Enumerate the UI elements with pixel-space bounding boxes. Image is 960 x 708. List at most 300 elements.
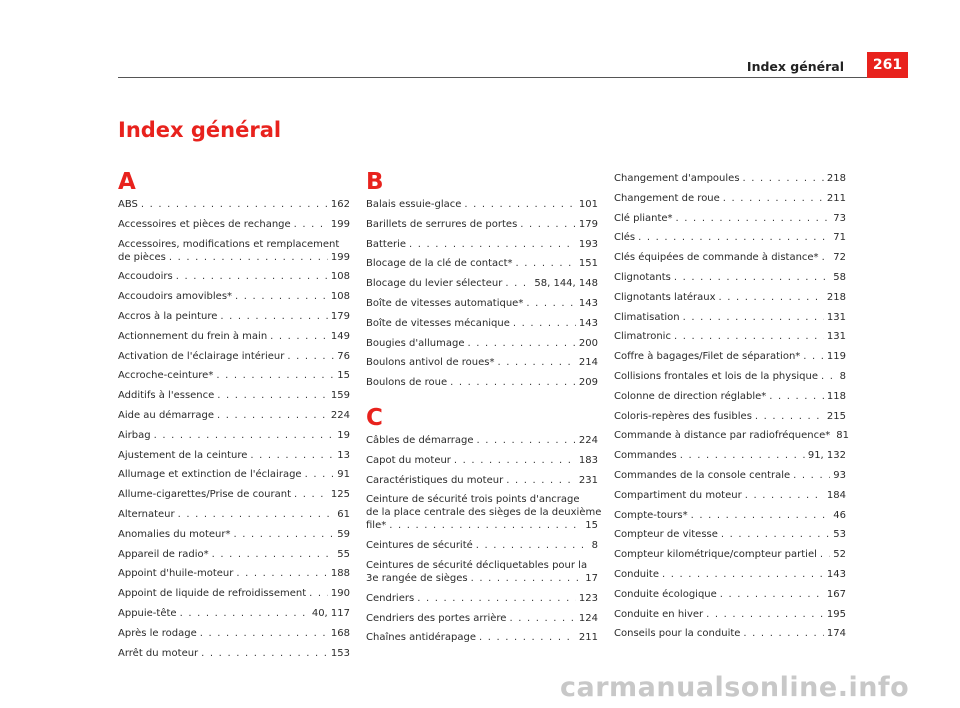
entry-term: Climatronic [614, 331, 671, 343]
index-entry[interactable] [118, 468, 350, 481]
entry-term: Clignotants [614, 271, 671, 283]
index-entry[interactable] [614, 429, 849, 442]
index-entry[interactable] [614, 509, 846, 522]
entry-term: Allumage et extinction de l'éclairage [118, 469, 302, 481]
entry-term: Accessoires, modifications et remplacement [118, 238, 340, 250]
entry-page-reference[interactable]: 151 [578, 258, 598, 270]
index-entry[interactable] [366, 277, 598, 290]
index-entry[interactable] [614, 390, 846, 403]
index-column-2 [366, 168, 602, 651]
dot-leader [674, 271, 830, 284]
section-letter-c: C [366, 404, 383, 431]
index-entry[interactable] [118, 607, 350, 620]
dot-leader [745, 489, 824, 502]
index-entry[interactable] [118, 449, 350, 462]
dot-leader [755, 410, 824, 423]
entry-page-reference[interactable]: 13 [337, 449, 350, 461]
entry-term: Ceintures de sécurité décliquetables pour la [366, 559, 588, 571]
entry-term: de pièces [118, 251, 166, 263]
entry-page-reference[interactable]: 188 [330, 568, 350, 580]
entry-page-reference[interactable]: 184 [826, 489, 846, 501]
entry-line [366, 454, 598, 467]
entry-line [614, 192, 846, 205]
dot-leader [294, 218, 328, 231]
entry-term: Accessoires et pièces de rechange [118, 218, 291, 230]
entry-page-reference[interactable]: 58, 144, 148 [534, 278, 598, 290]
entry-term: Conduite [614, 568, 659, 580]
dot-leader [169, 251, 328, 264]
section-a-entries [118, 198, 350, 660]
index-entry[interactable] [118, 330, 350, 343]
dot-leader [821, 370, 837, 383]
dot-leader [803, 350, 824, 363]
entry-line [118, 488, 350, 501]
entry-page-reference[interactable]: 195 [826, 608, 846, 620]
entry-term: Batterie [366, 238, 407, 250]
entry-page-reference[interactable]: 15 [337, 370, 350, 382]
entry-line [614, 429, 849, 442]
dot-leader [216, 369, 334, 382]
index-entry[interactable] [366, 297, 598, 310]
entry-line [118, 218, 350, 231]
dot-leader [450, 376, 576, 389]
index-entry[interactable] [614, 627, 846, 640]
entry-term: Boîte de vitesses automatique* [366, 297, 524, 309]
index-entry[interactable] [614, 568, 846, 581]
index-entry[interactable] [614, 588, 846, 601]
entry-page-reference[interactable]: 108 [330, 291, 350, 303]
entry-page-reference[interactable]: 167 [826, 588, 846, 600]
entry-line [366, 277, 598, 290]
entry-line [614, 212, 846, 225]
entry-page-reference[interactable]: 73 [833, 212, 846, 224]
index-entry[interactable] [118, 647, 350, 660]
index-entry[interactable] [366, 434, 598, 447]
entry-line [118, 330, 350, 343]
dot-leader [719, 291, 824, 304]
entry-page-reference[interactable]: 72 [833, 252, 846, 264]
dot-leader [820, 548, 830, 561]
entry-term: Collisions frontales et lois de la physique [614, 370, 819, 382]
entry-page-reference[interactable]: 55 [337, 548, 350, 560]
entry-term: Changement de roue [614, 192, 720, 204]
entry-line-continued [366, 493, 598, 506]
entry-page-reference[interactable]: 149 [330, 330, 350, 342]
index-entry[interactable] [614, 449, 846, 462]
entry-line [614, 370, 846, 383]
entry-page-reference[interactable]: 76 [337, 350, 350, 362]
dot-leader [526, 297, 576, 310]
entry-page-reference[interactable]: 183 [578, 454, 598, 466]
entry-term: Accros à la peinture [118, 310, 218, 322]
index-entry[interactable] [118, 429, 350, 442]
entry-line [118, 528, 350, 541]
entry-term: Boulons antivol de roues* [366, 357, 495, 369]
entry-line [118, 350, 350, 363]
dot-leader [217, 409, 328, 422]
dot-leader [513, 317, 576, 330]
index-entry[interactable] [366, 454, 598, 467]
entry-term: Blocage du levier sélecteur [366, 278, 503, 290]
page-number-tab: 261 [867, 52, 908, 78]
index-entry[interactable] [366, 474, 598, 487]
entry-page-reference[interactable]: 17 [585, 572, 598, 584]
index-column-3 [614, 172, 849, 647]
entry-line [118, 647, 350, 660]
entry-line [118, 468, 350, 481]
entry-page-reference[interactable]: 15 [585, 520, 598, 532]
entry-line [118, 429, 350, 442]
entry-page-reference[interactable]: 211 [578, 632, 598, 644]
index-entry[interactable] [614, 172, 846, 185]
dot-leader [793, 469, 830, 482]
dot-leader [200, 627, 328, 640]
dot-leader [176, 270, 328, 283]
entry-page-reference[interactable]: 159 [330, 390, 350, 402]
entry-line [366, 218, 598, 231]
page-title: Index général [118, 118, 282, 142]
entry-page-reference[interactable]: 53 [833, 529, 846, 541]
entry-line [366, 257, 598, 270]
entry-page-reference[interactable]: 93 [833, 469, 846, 481]
entry-line [614, 172, 846, 185]
entry-line [366, 198, 598, 211]
entry-page-reference[interactable]: 214 [578, 357, 598, 369]
index-entry[interactable] [118, 198, 350, 211]
index-entry[interactable] [614, 192, 846, 205]
index-entry[interactable] [614, 350, 846, 363]
index-entry[interactable] [366, 539, 598, 552]
entry-term: ABS [118, 199, 138, 210]
dot-leader [743, 172, 824, 185]
entry-line [118, 508, 350, 521]
index-entry[interactable] [118, 488, 350, 501]
dot-leader [479, 631, 576, 644]
index-entry[interactable] [614, 231, 846, 244]
entry-page-reference[interactable]: 179 [578, 218, 598, 230]
entry-term: Boulons de roue [366, 377, 448, 389]
entry-term: Barillets de serrures de portes [366, 218, 518, 230]
entry-line [614, 330, 846, 343]
entry-page-reference[interactable]: 91, 132 [807, 450, 846, 462]
entry-page-reference[interactable]: 19 [337, 429, 350, 441]
entry-page-reference[interactable]: 211 [826, 192, 846, 204]
entry-page-reference[interactable]: 59 [337, 528, 350, 540]
dot-leader [477, 434, 576, 447]
dot-leader [769, 390, 824, 403]
section-gap [366, 396, 598, 404]
index-entry[interactable] [614, 469, 846, 482]
entry-page-reference[interactable]: 8 [591, 540, 598, 552]
entry-line [366, 376, 598, 389]
dot-leader [471, 572, 583, 585]
entry-term: Airbag [118, 429, 151, 441]
entry-page-reference[interactable]: 46 [833, 509, 846, 521]
entry-line [118, 548, 350, 561]
entry-line [118, 270, 350, 283]
dot-leader [294, 488, 328, 501]
index-entry[interactable] [366, 631, 598, 644]
entry-term: 3e rangée de sièges [366, 572, 468, 584]
section-c-continued-entries [614, 172, 849, 640]
entry-line [366, 631, 598, 644]
entry-term: Alternateur [118, 508, 175, 520]
entry-line [614, 291, 846, 304]
entry-page-reference[interactable]: 218 [826, 173, 846, 184]
index-entry[interactable] [614, 212, 846, 225]
entry-line [614, 271, 846, 284]
index-entry[interactable] [614, 608, 846, 621]
entry-term: de la place centrale des sièges de la deuxième [366, 507, 602, 519]
entry-line [614, 231, 846, 244]
entry-term: Appuie-tête [118, 607, 177, 619]
index-entry[interactable] [118, 310, 350, 323]
entry-page-reference[interactable]: 174 [826, 628, 846, 640]
entry-term: Arrêt du moteur [118, 647, 199, 659]
dot-leader [234, 528, 335, 541]
entry-line [366, 337, 598, 350]
entry-term: file* [366, 520, 387, 532]
dot-leader [498, 356, 576, 369]
entry-term: Conduite écologique [614, 588, 717, 600]
entry-page-reference[interactable]: 101 [578, 199, 598, 210]
dot-leader [389, 519, 582, 532]
index-entry[interactable] [366, 218, 598, 231]
index-entry[interactable] [614, 528, 846, 541]
dot-leader [509, 612, 575, 625]
header-title: Index général [746, 59, 844, 74]
entry-page-reference[interactable]: 40, 117 [311, 607, 350, 619]
dot-leader [723, 192, 824, 205]
index-entry[interactable] [366, 317, 598, 330]
index-entry[interactable] [118, 270, 350, 283]
entry-term: Compartiment du moteur [614, 489, 742, 501]
index-entry[interactable] [366, 257, 598, 270]
entry-page-reference[interactable]: 190 [330, 588, 350, 600]
index-entry[interactable] [118, 369, 350, 382]
entry-page-reference[interactable]: 162 [330, 199, 350, 210]
entry-page-reference[interactable]: 218 [826, 291, 846, 303]
entry-term: Compteur de vitesse [614, 529, 718, 541]
entry-page-reference[interactable]: 179 [330, 310, 350, 322]
entry-page-reference[interactable]: 224 [578, 434, 598, 446]
dot-leader [454, 454, 576, 467]
entry-page-reference[interactable]: 123 [578, 592, 598, 604]
entry-term: Blocage de la clé de contact* [366, 258, 513, 270]
entry-line [118, 627, 350, 640]
entry-line [614, 251, 846, 264]
entry-page-reference[interactable]: 108 [330, 271, 350, 283]
entry-line [614, 588, 846, 601]
dot-leader [309, 587, 328, 600]
index-entry[interactable] [118, 389, 350, 402]
index-entry[interactable] [118, 567, 350, 580]
dot-leader [662, 568, 824, 581]
entry-line [366, 317, 598, 330]
entry-term: Capot du moteur [366, 454, 451, 466]
dot-leader [467, 337, 575, 350]
section-b-entries [366, 198, 598, 389]
section-c-entries [366, 434, 602, 644]
section-letter-b: B [366, 169, 384, 195]
entry-term: Boîte de vitesses mécanique [366, 317, 510, 329]
index-entry[interactable] [614, 251, 846, 264]
index-entry[interactable] [614, 311, 846, 324]
entry-term: Clignotants latéraux [614, 291, 716, 303]
entry-line [366, 592, 598, 605]
index-entry[interactable] [118, 218, 350, 231]
entry-line [118, 587, 350, 600]
index-entry[interactable] [614, 330, 846, 343]
index-entry[interactable] [614, 291, 846, 304]
dot-leader [674, 330, 824, 343]
entry-line [118, 198, 350, 211]
dot-leader [506, 474, 576, 487]
index-entry[interactable] [366, 238, 598, 251]
entry-page-reference[interactable]: 199 [330, 218, 350, 230]
dot-leader [180, 607, 309, 620]
dot-leader [154, 429, 335, 442]
entry-term: Accroche-ceinture* [118, 370, 214, 382]
entry-term: Aide au démarrage [118, 409, 214, 421]
dot-leader [516, 257, 576, 270]
index-entry[interactable] [366, 559, 598, 585]
entry-page-reference[interactable]: 193 [578, 238, 598, 250]
dot-leader [505, 277, 531, 290]
entry-line-continued [118, 238, 350, 251]
index-entry[interactable] [366, 612, 598, 625]
entry-line [614, 489, 846, 502]
dot-leader [417, 592, 576, 605]
index-entry[interactable] [614, 370, 846, 383]
entry-term: Commandes [614, 450, 677, 462]
entry-term: Changement d'ampoules [614, 173, 740, 184]
entry-page-reference[interactable]: 215 [826, 410, 846, 422]
entry-page-reference[interactable]: 81 [836, 430, 849, 442]
header-rule [118, 77, 908, 78]
dot-leader [520, 218, 576, 231]
entry-line [366, 297, 598, 310]
dot-leader [706, 608, 824, 621]
dot-leader [691, 509, 831, 522]
entry-term: Accoudoirs [118, 271, 173, 283]
entry-term: Accoudoirs amovibles* [118, 291, 233, 303]
index-entry[interactable] [614, 548, 846, 561]
entry-line [118, 251, 350, 264]
entry-page-reference[interactable]: 153 [330, 647, 350, 659]
index-entry[interactable] [366, 493, 602, 532]
index-entry[interactable] [614, 410, 846, 423]
entry-page-reference[interactable]: 52 [833, 549, 846, 561]
index-entry[interactable] [614, 489, 846, 502]
entry-page-reference[interactable]: 119 [826, 351, 846, 363]
index-entry[interactable] [118, 290, 350, 303]
dot-leader [270, 330, 328, 343]
entry-page-reference[interactable]: 8 [839, 370, 846, 382]
entry-line [614, 548, 846, 561]
entry-page-reference[interactable]: 199 [330, 251, 350, 263]
entry-line [614, 311, 846, 324]
index-entry[interactable] [118, 587, 350, 600]
entry-term: Appareil de radio* [118, 548, 209, 560]
entry-page-reference[interactable]: 61 [337, 508, 350, 520]
dot-leader [212, 548, 335, 561]
entry-page-reference[interactable]: 118 [826, 390, 846, 402]
entry-line [614, 350, 846, 363]
entry-term: Climatisation [614, 311, 680, 323]
index-entry[interactable] [366, 356, 598, 369]
entry-line [614, 469, 846, 482]
entry-line [118, 369, 350, 382]
dot-leader [235, 290, 328, 303]
entry-term: Conseils pour la conduite [614, 628, 741, 640]
dot-leader [305, 468, 335, 481]
entry-term: Compteur kilométrique/compteur partiel [614, 549, 817, 561]
entry-page-reference[interactable]: 143 [578, 317, 598, 329]
entry-page-reference[interactable]: 91 [337, 469, 350, 481]
entry-page-reference[interactable]: 200 [578, 337, 598, 349]
entry-page-reference[interactable]: 125 [330, 489, 350, 501]
index-entry[interactable] [614, 271, 846, 284]
index-entry[interactable] [118, 238, 350, 264]
dot-leader [476, 539, 589, 552]
entry-term: Caractéristiques du moteur [366, 474, 504, 486]
dot-leader [822, 251, 831, 264]
entry-term: Coffre à bagages/Filet de séparation* [614, 351, 801, 363]
entry-page-reference[interactable]: 131 [826, 311, 846, 323]
entry-page-reference[interactable]: 168 [330, 627, 350, 639]
entry-line [118, 290, 350, 303]
dot-leader [464, 198, 575, 211]
index-entry[interactable] [118, 508, 350, 521]
entry-page-reference[interactable]: 131 [826, 331, 846, 343]
index-entry[interactable] [366, 337, 598, 350]
index-entry[interactable] [366, 198, 598, 211]
dot-leader [721, 528, 830, 541]
entry-line [366, 474, 598, 487]
entry-term: Chaînes antidérapage [366, 632, 476, 644]
index-entry[interactable] [118, 627, 350, 640]
index-entry[interactable] [366, 592, 598, 605]
index-column-1 [118, 168, 350, 666]
entry-page-reference[interactable]: 71 [833, 232, 846, 244]
index-entry[interactable] [118, 528, 350, 541]
entry-line [366, 238, 598, 251]
entry-line [614, 410, 846, 423]
index-entry[interactable] [118, 409, 350, 422]
entry-term: Activation de l'éclairage intérieur [118, 350, 285, 362]
index-entry[interactable] [118, 350, 350, 363]
entry-term: Appoint d'huile-moteur [118, 568, 234, 580]
entry-term: Allume-cigarettes/Prise de courant [118, 489, 292, 501]
entry-page-reference[interactable]: 124 [578, 612, 598, 624]
index-entry[interactable] [366, 376, 598, 389]
entry-page-reference[interactable]: 58 [833, 271, 846, 283]
entry-term: Cendriers [366, 592, 415, 604]
entry-page-reference[interactable]: 143 [578, 297, 598, 309]
entry-line [366, 434, 598, 447]
entry-line [366, 519, 598, 532]
entry-term: Balais essuie-glace [366, 199, 462, 210]
dot-leader [676, 212, 831, 225]
entry-page-reference[interactable]: 143 [826, 568, 846, 580]
entry-page-reference[interactable]: 224 [330, 409, 350, 421]
index-entry[interactable] [118, 548, 350, 561]
entry-page-reference[interactable]: 209 [578, 377, 598, 389]
entry-term: Clés [614, 232, 636, 244]
entry-page-reference[interactable]: 231 [578, 474, 598, 486]
entry-term: Après le rodage [118, 627, 197, 639]
